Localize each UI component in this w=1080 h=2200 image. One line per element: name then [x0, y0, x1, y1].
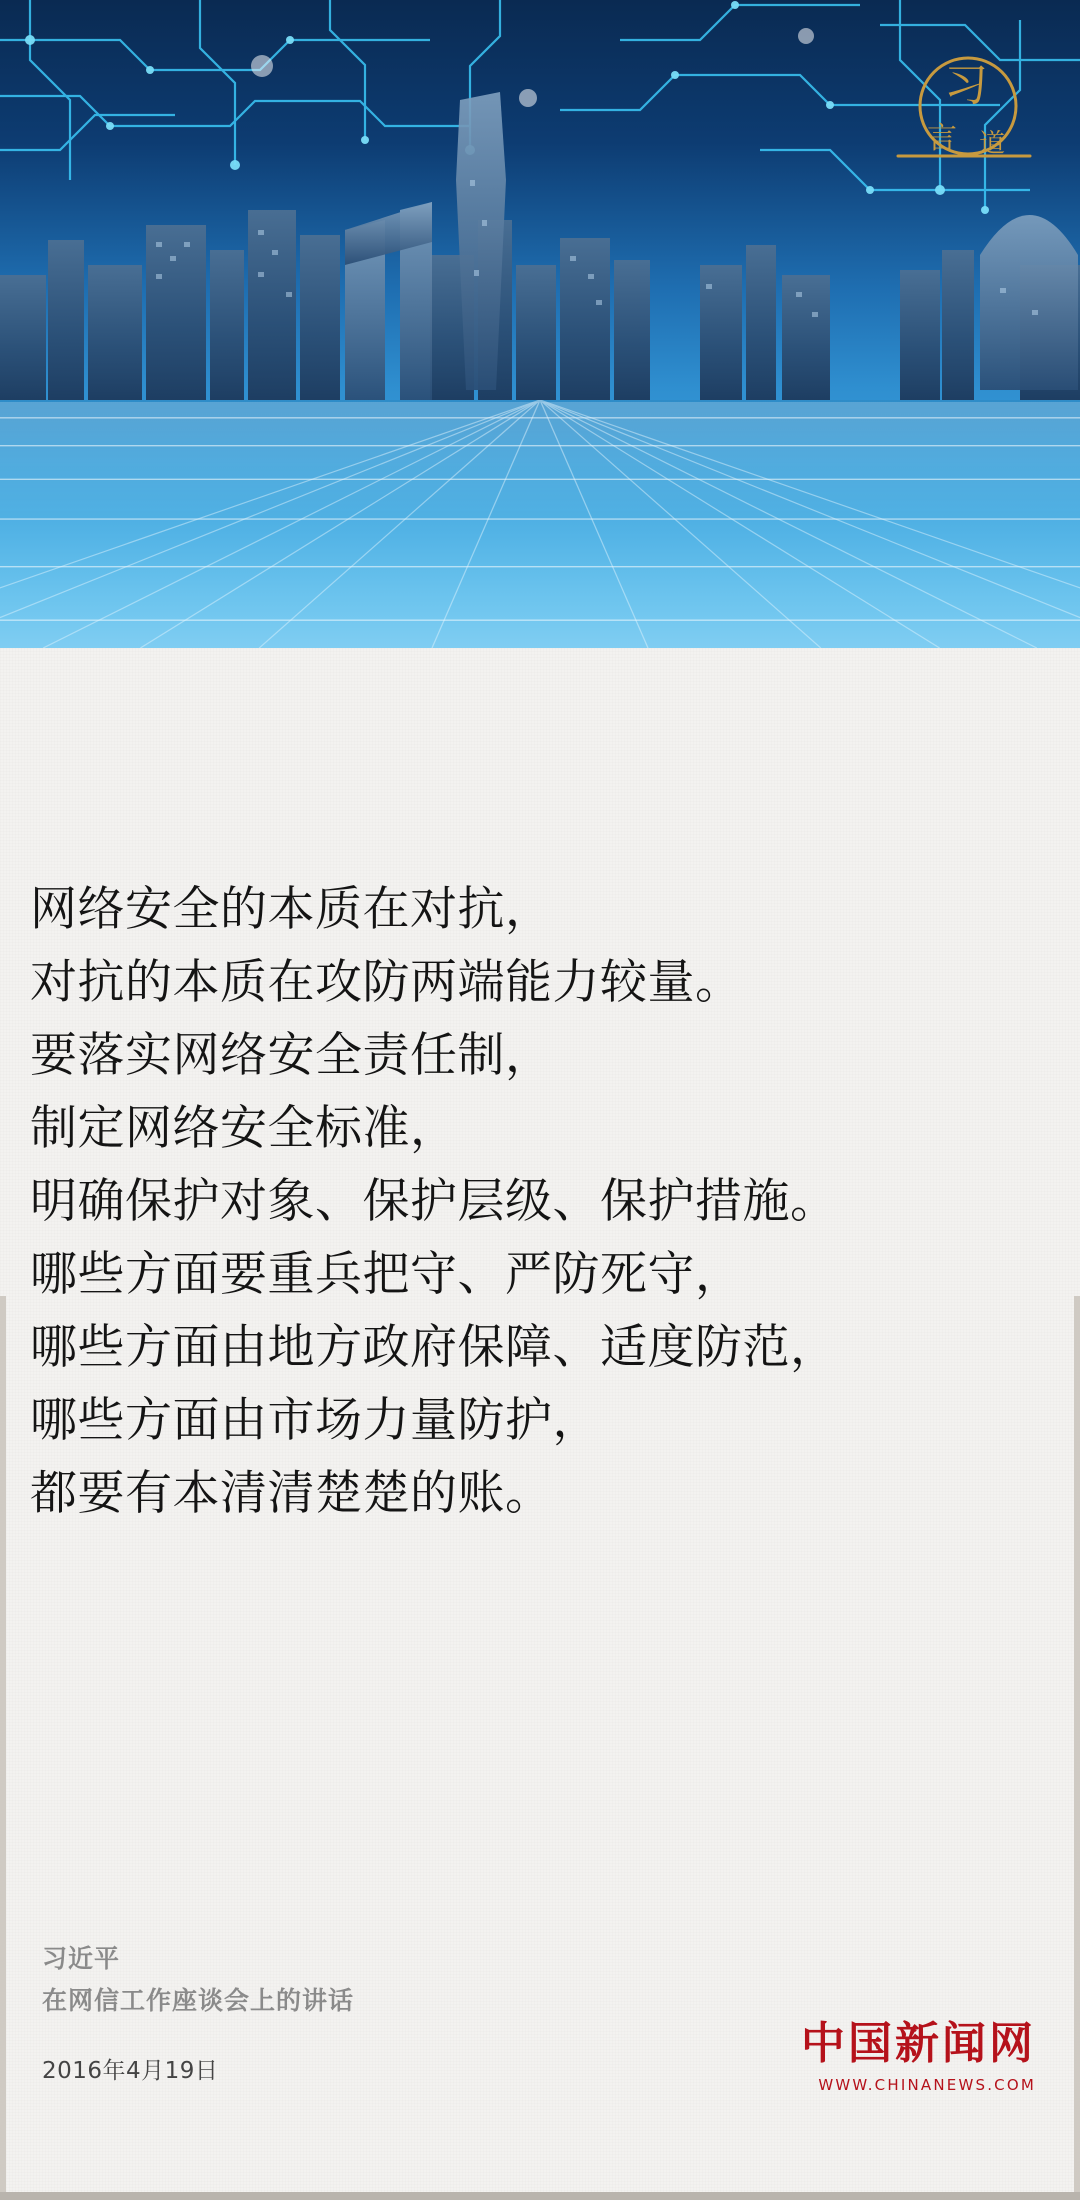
quote-block	[30, 873, 1060, 1530]
svg-text:习: 习	[944, 60, 988, 111]
speech-source: 在网信工作座谈会上的讲话	[42, 1986, 355, 2015]
hero-banner	[0, 0, 1080, 648]
quote-line: 明确保护对象、保护层级、保护措施。	[30, 1174, 838, 1229]
speech-date: 2016年4月19日	[42, 2058, 219, 2084]
quote-line: 哪些方面由市场力量防护，	[30, 1393, 600, 1448]
floor-grid-icon	[0, 400, 1080, 648]
quote-line: 要落实网络安全责任制，	[30, 1028, 553, 1083]
brand-block[interactable]	[706, 2018, 1036, 2094]
hero-reflective-floor	[0, 400, 1080, 648]
svg-text:道: 道	[978, 129, 1006, 159]
quote-panel	[0, 648, 1080, 2200]
xiyandao-seal-icon	[880, 48, 1040, 188]
quote-line: 制定网络安全标准，	[30, 1101, 458, 1156]
quote-line: 对抗的本质在攻防两端能力较量。	[30, 955, 743, 1010]
quote-line: 都要有本清清楚楚的账。	[30, 1466, 553, 1521]
svg-text:言: 言	[927, 121, 957, 156]
attribution-block	[42, 1938, 742, 2022]
quote-line: 网络安全的本质在对抗，	[30, 882, 553, 937]
quote-line: 哪些方面由地方政府保障、适度防范，	[30, 1320, 838, 1375]
right-edge-strip	[1074, 1296, 1080, 2200]
brand-url: WWW.CHINANEWS.COM	[818, 2076, 1036, 2094]
quote-line: 哪些方面要重兵把守、严防死守，	[30, 1247, 743, 1302]
speaker-name: 习近平	[42, 1944, 121, 1973]
brand-name: 中国新闻网	[801, 2018, 1036, 2069]
left-edge-strip	[0, 1296, 6, 2200]
bottom-edge-strip	[0, 2192, 1080, 2200]
